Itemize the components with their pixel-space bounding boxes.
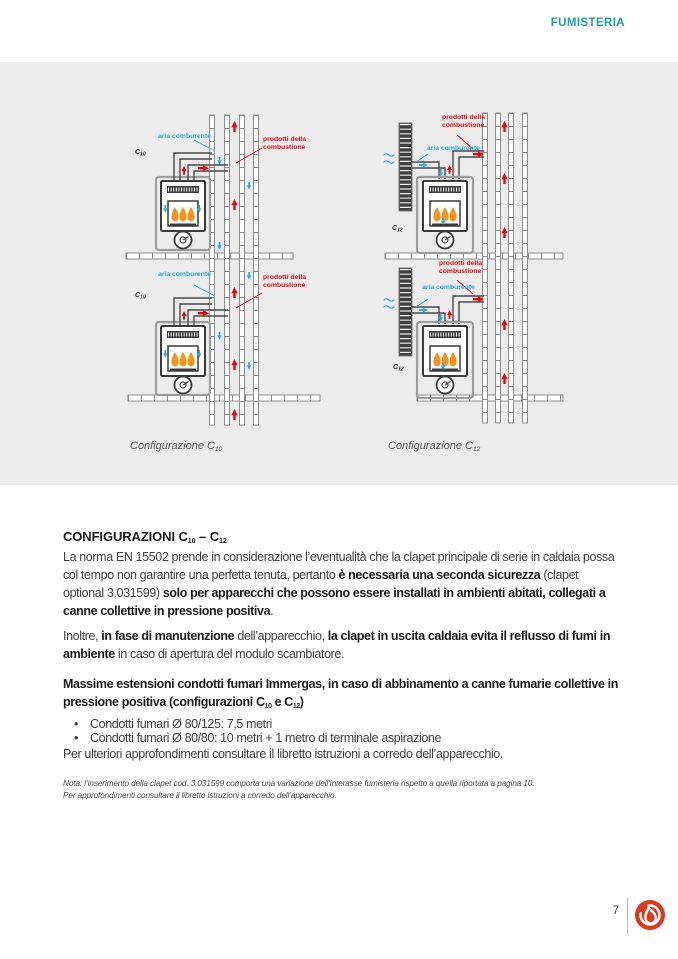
page-number: 7	[612, 905, 619, 917]
bullet-marker: •	[74, 731, 78, 745]
c10-marker: $C_{10}$	[135, 292, 146, 301]
caption-configurazione-c12: Configurazione C12	[388, 440, 481, 453]
diagram-c10	[118, 107, 328, 433]
air-down-arrows	[217, 157, 251, 370]
air-label: aria comburente	[158, 133, 211, 140]
c12-marker: $C_{12}$	[392, 225, 403, 234]
c12-marker: $C_{12}$	[393, 364, 404, 373]
bullet-marker: •	[74, 717, 78, 732]
list-item	[63, 732, 620, 746]
paragraph-estensioni-title: Massime estensioni condotti fumari Immergas, in caso di abbinamento a canne fumarie collettive in pressione positiva (configurazioni $C_{10}$ e $C_{12}$)	[63, 677, 618, 711]
page-title: FUMISTERIA	[550, 17, 625, 29]
footer-divider	[627, 897, 628, 934]
paragraph-approfondimenti: Per ulteriori approfondimenti consultare il libretto istruzioni a corredo dell’apparecchio.	[63, 746, 503, 761]
collective-flue-shaft	[210, 115, 259, 425]
flue-label: prodotti della combustione	[263, 274, 307, 290]
flue-label: prodotti della combustione	[439, 260, 483, 276]
caption-configurazione-c10: Configurazione C10	[130, 440, 223, 453]
paragraph-norma: La norma EN 15502 prende in considerazione l’eventualità che la clapet principale di serie in caldaia possa col tempo non garantire una perfetta tenuta, pertanto è necessaria una seconda sicurezza (clapet optional 3.031599) solo per apparecchi che possono essere installati in ambienti abitati, collegati a canne collettive in pressione positiva.	[63, 550, 615, 619]
air-label: aria comburente	[422, 284, 475, 291]
footnote-line2: Per approfondimenti consultare il libretto istruzioni a corredo dell’apparecchio.	[63, 790, 337, 800]
diagram-panel	[0, 62, 678, 485]
section-title: CONFIGURAZIONI $C_{10} - C_{12}$	[63, 529, 227, 546]
list-item	[63, 718, 620, 732]
flue-label: prodotti della combustione	[263, 136, 307, 152]
flue-label: prodotti della combustione	[442, 114, 486, 130]
immergas-flame-logo-icon	[634, 899, 666, 931]
footnote-line1: Nota: l’inserimento della clapet cod. 3.031599 comporta una variazione dell’interasse fumisteria rispetto a quella riportata a pagina 10.	[63, 778, 535, 788]
bullet-text: Condotti fumari Ø 80/125: 7,5 metri	[90, 717, 272, 732]
body-text	[63, 529, 620, 802]
bullet-text: Condotti fumari Ø 80/80: 10 metri + 1 metro di terminale aspirazione	[90, 731, 442, 745]
paragraph-manutenzione: Inoltre, in fase di manutenzione dell’apparecchio, la clapet in uscita caldaia evita il reflusso di fumi in ambiente in caso di apertura del modulo scambiatore.	[63, 629, 611, 662]
footnote	[63, 778, 620, 802]
bullet-list	[63, 718, 620, 746]
flue-up-arrows	[231, 121, 237, 420]
air-label: aria comburente	[427, 145, 480, 152]
air-label: aria comburente	[158, 271, 211, 278]
c10-marker: $C_{10}$	[135, 149, 146, 158]
